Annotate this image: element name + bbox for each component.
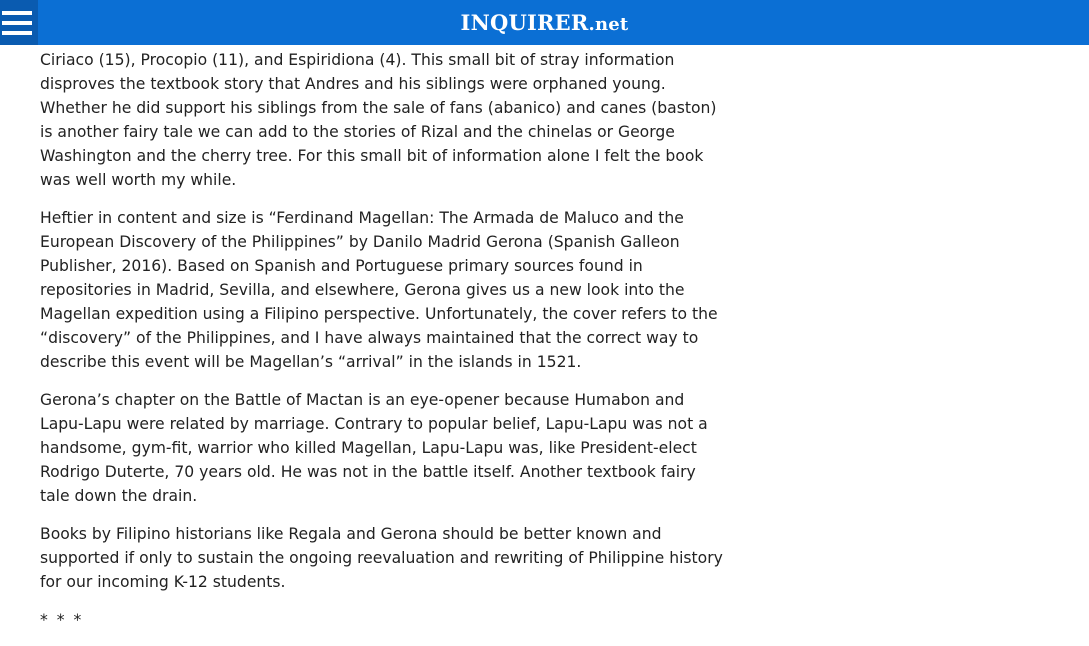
article-paragraph: Heftier in content and size is “Ferdinand Magellan: The Armada de Maluco and the European Discovery of the Philippines” by Danilo Madrid Gerona (Spanish Galleon Publisher, 2016). Based on Spanish and Portuguese primary sources found in repositories in Madrid, Sevilla, and elsewhere, Gerona gives us a new look into the Magellan expedition using a Filipino perspective. Unfortunately, the cover refers to the “discovery” of the Philippines, and I have always maintained that the correct way to describe this event will be Magellan’s “arrival” in the islands in 1521. <box>40 209 718 371</box>
top-navigation-bar <box>0 0 1089 45</box>
hamburger-menu-icon-bar <box>2 31 32 35</box>
site-logo-suffix: .net <box>588 14 629 35</box>
article-body <box>40 48 730 646</box>
site-logo-container <box>0 0 1089 45</box>
section-separator: * * * <box>40 611 84 629</box>
article-paragraph: Books by Filipino historians like Regala and Gerona should be better known and supported if only to sustain the ongoing reevaluation and rewriting of Philippine history for our incoming K-12 students. <box>40 525 723 591</box>
hamburger-menu-icon <box>2 11 32 15</box>
article-paragraph: Gerona’s chapter on the Battle of Mactan is an eye-opener because Humabon and Lapu-Lapu were related by marriage. Contrary to popular belief, Lapu-Lapu was not a handsome, gym-fit, warrior who killed Magellan, Lapu-Lapu was, like President-elect Rodrigo Duterte, 70 years old. He was not in the battle itself. Another textbook fairy tale down the drain. <box>40 391 708 505</box>
site-logo-link[interactable] <box>461 10 629 35</box>
article-paragraph: Ciriaco (15), Procopio (11), and Espiridiona (4). This small bit of stray information disproves the textbook story that Andres and his siblings were orphaned young. Whether he did support his siblings from the sale of fans (abanico) and canes (baston) is another fairy tale we can add to the stories of Rizal and the chinelas or George Washington and the cherry tree. For this small bit of information alone I felt the book was well worth my while. <box>40 51 717 189</box>
hamburger-menu-button[interactable] <box>0 0 38 45</box>
site-logo-main: INQUIRER <box>460 10 589 35</box>
hamburger-menu-icon-bar <box>2 21 32 25</box>
